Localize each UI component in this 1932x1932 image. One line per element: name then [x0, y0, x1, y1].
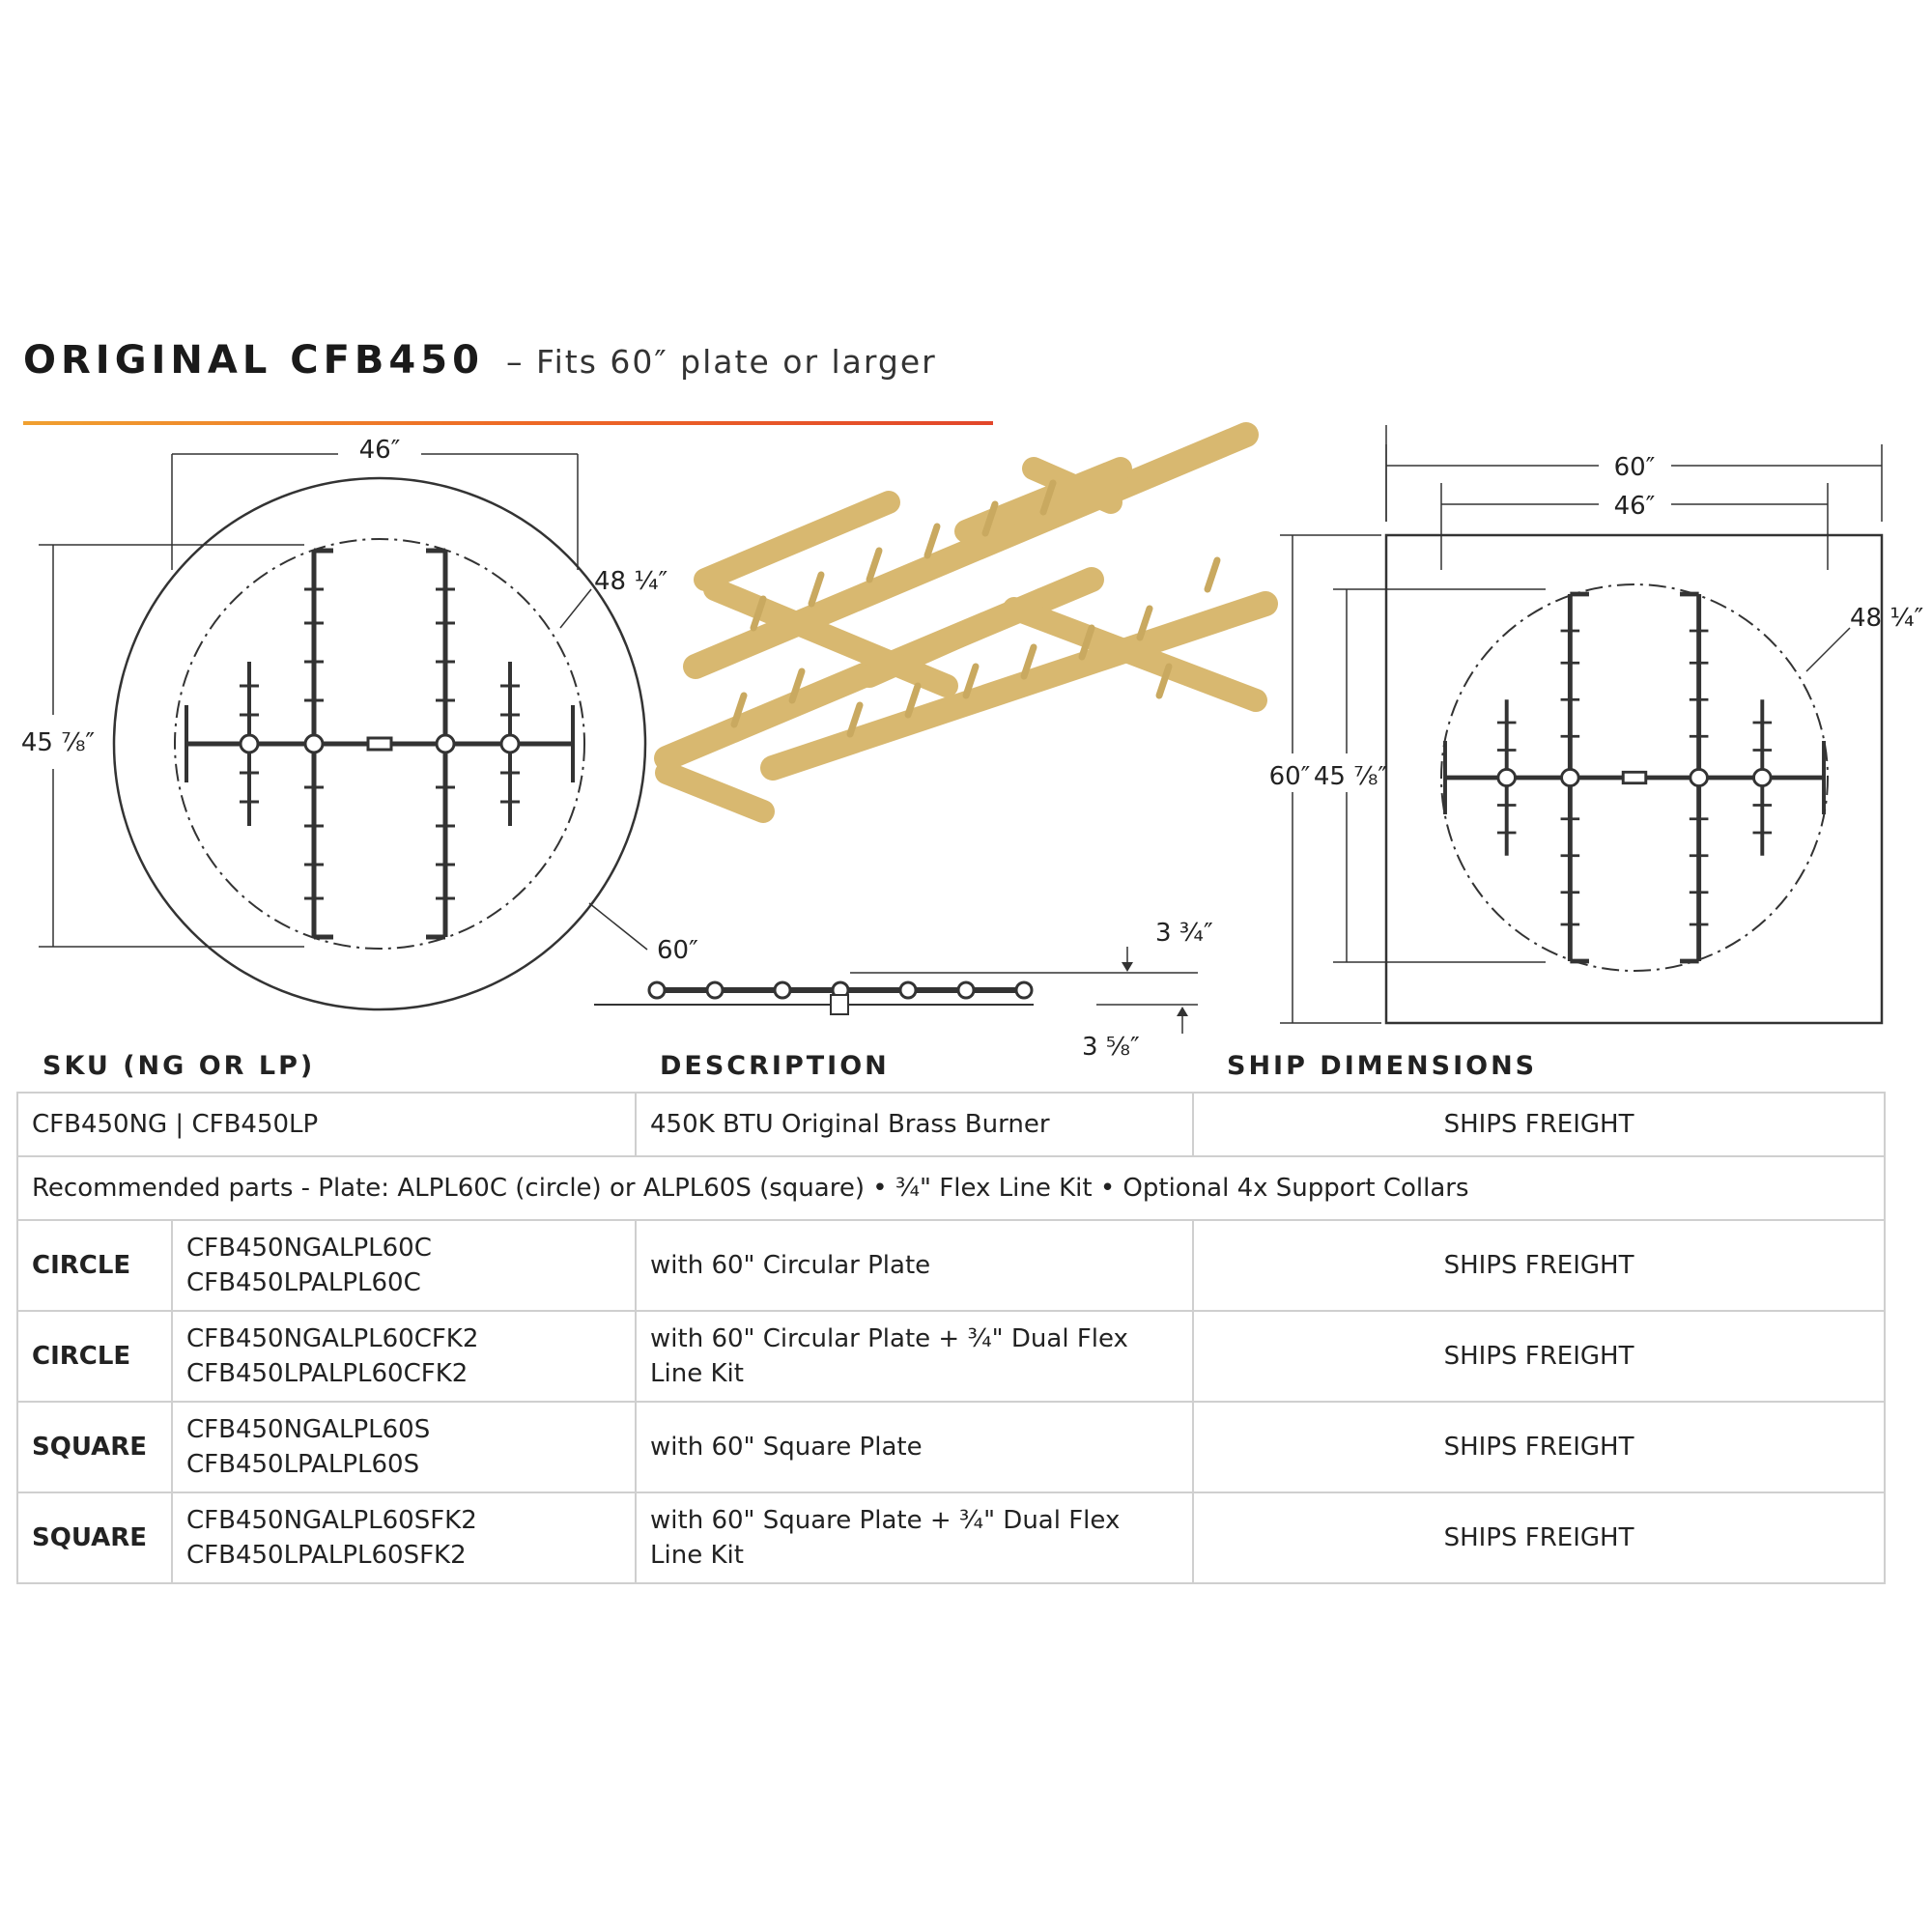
kit-sku: CFB450NGALPL60C CFB450LPALPL60C — [172, 1220, 636, 1311]
kit-kind: SQUARE — [17, 1492, 172, 1583]
square-outer-width-label: 60″ — [1613, 453, 1656, 482]
page-title — [23, 338, 937, 383]
table-row — [17, 1220, 1885, 1311]
main-sku: CFB450NG | CFB450LP — [17, 1093, 636, 1156]
kit-ship: SHIPS FREIGHT — [1193, 1402, 1885, 1492]
square-side-label: 60″ — [1268, 762, 1311, 791]
description-header: DESCRIPTION — [660, 1051, 890, 1081]
kit-sku: CFB450NGALPL60S CFB450LPALPL60S — [172, 1402, 636, 1492]
circle-plan-view — [21, 436, 698, 1009]
circle-height-label: 45 ⅞″ — [20, 728, 96, 757]
circle-width-label: 46″ — [358, 436, 401, 465]
kit-ship: SHIPS FREIGHT — [1193, 1492, 1885, 1583]
circle-diagonal-label: 48 ¼″ — [594, 567, 668, 596]
square-diagonal-label: 48 ¼″ — [1850, 604, 1924, 633]
square-height-label: 45 ⅞″ — [1313, 762, 1388, 791]
table-row — [17, 1492, 1885, 1583]
table-row — [17, 1156, 1885, 1220]
kit-kind: SQUARE — [17, 1402, 172, 1492]
kit-ship: SHIPS FREIGHT — [1193, 1220, 1885, 1311]
main-ship: SHIPS FREIGHT — [1193, 1093, 1885, 1156]
spec-table — [16, 1092, 1886, 1584]
recommended-parts-note: Recommended parts - Plate: ALPL60C (circle) or ALPL60S (square) • ¾" Flex Line Kit • Optional 4x Support Collars — [17, 1156, 1885, 1220]
table-row — [17, 1093, 1885, 1156]
sku-header: SKU (NG OR LP) — [43, 1051, 316, 1081]
kit-description: with 60" Square Plate + ¾" Dual Flex Line Kit — [636, 1492, 1193, 1583]
square-inner-width-label: 46″ — [1613, 492, 1656, 521]
ship-dimensions-header: SHIP DIMENSIONS — [1227, 1051, 1538, 1081]
side-top-height-label: 3 ¾″ — [1155, 919, 1213, 948]
brass-burner-illustration — [667, 435, 1265, 811]
kit-description: with 60" Circular Plate + ¾" Dual Flex Line Kit — [636, 1311, 1193, 1402]
side-bottom-height-label: 3 ⅝″ — [1082, 1033, 1140, 1062]
table-row — [17, 1402, 1885, 1492]
square-plan-view — [1269, 425, 1924, 1023]
product-title: ORIGINAL CFB450 — [23, 338, 484, 383]
kit-sku: CFB450NGALPL60CFK2 CFB450LPALPL60CFK2 — [172, 1311, 636, 1402]
kit-sku: CFB450NGALPL60SFK2 CFB450LPALPL60SFK2 — [172, 1492, 636, 1583]
kit-kind: CIRCLE — [17, 1311, 172, 1402]
product-subtitle: – Fits 60″ plate or larger — [506, 343, 937, 381]
table-row — [17, 1311, 1885, 1402]
technical-drawings — [0, 425, 1932, 1062]
kit-ship: SHIPS FREIGHT — [1193, 1311, 1885, 1402]
circle-plate-label: 60″ — [657, 936, 698, 965]
kit-kind: CIRCLE — [17, 1220, 172, 1311]
kit-description: with 60" Square Plate — [636, 1402, 1193, 1492]
main-description: 450K BTU Original Brass Burner — [636, 1093, 1193, 1156]
kit-description: with 60" Circular Plate — [636, 1220, 1193, 1311]
